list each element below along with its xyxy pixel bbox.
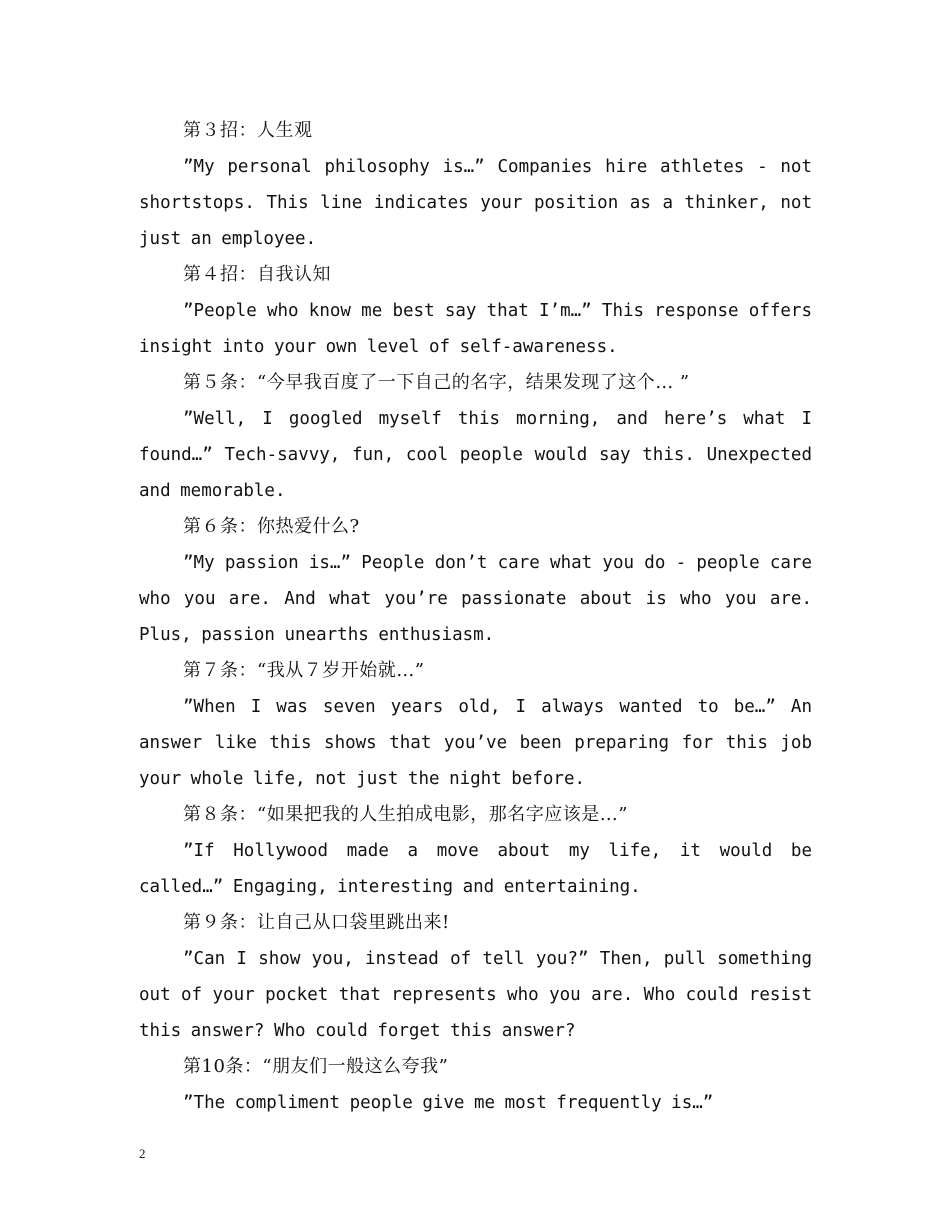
page-number: 2 (139, 1146, 146, 1161)
section-paragraph-8: ”If Hollywood made a move about my life, it would be called…” Engaging, interesting and entertaining. (139, 841, 812, 897)
section-paragraph-7: ”When I was seven years old, I always wanted to be…” An answer like this shows that you’ve been preparing for this job your whole life, not just the night before. (139, 697, 812, 789)
section-heading-6: 第６条：你热爱什么? (183, 516, 360, 537)
section-heading-7: 第７条：“我从７岁开始就…” (183, 660, 425, 681)
section-paragraph-5: ”Well, I googled myself this morning, and here’s what I found…” Tech-savvy, fun, cool people would say this. Unexpected and memorable. (139, 409, 812, 501)
section-heading-4: 第４招：自我认知 (183, 264, 331, 285)
section-heading-9: 第９条：让自己从口袋里跳出来! (183, 912, 450, 933)
section-heading-5: 第５条：“今早我百度了一下自己的名字，结果发现了这个… ” (183, 372, 690, 393)
section-heading-10: 第10条：“朋友们一般这么夸我” (183, 1056, 449, 1077)
section-heading-3: 第３招：人生观 (183, 120, 313, 141)
section-heading-8: 第８条：“如果把我的人生拍成电影，那名字应该是…” (183, 804, 628, 825)
section-paragraph-3: ”My personal philosophy is…” Companies hire athletes - not shortstops. This line indicates your position as a thinker, not just an employee. (139, 157, 812, 249)
section-paragraph-10: ”The compliment people give me most frequently is…” (183, 1093, 714, 1113)
section-paragraph-9: ”Can I show you, instead of tell you?” Then, pull something out of your pocket that represents who you are. Who could resist this answer? Who could forget this answer? (139, 949, 812, 1041)
document-body (139, 113, 812, 1121)
section-paragraph-4: ”People who know me best say that I’m…” This response offers insight into your own level of self-awareness. (139, 301, 812, 357)
section-paragraph-6: ”My passion is…” People don’t care what you do - people care who you are. And what you’re passionate about is who you are. Plus, passion unearths enthusiasm. (139, 553, 812, 645)
